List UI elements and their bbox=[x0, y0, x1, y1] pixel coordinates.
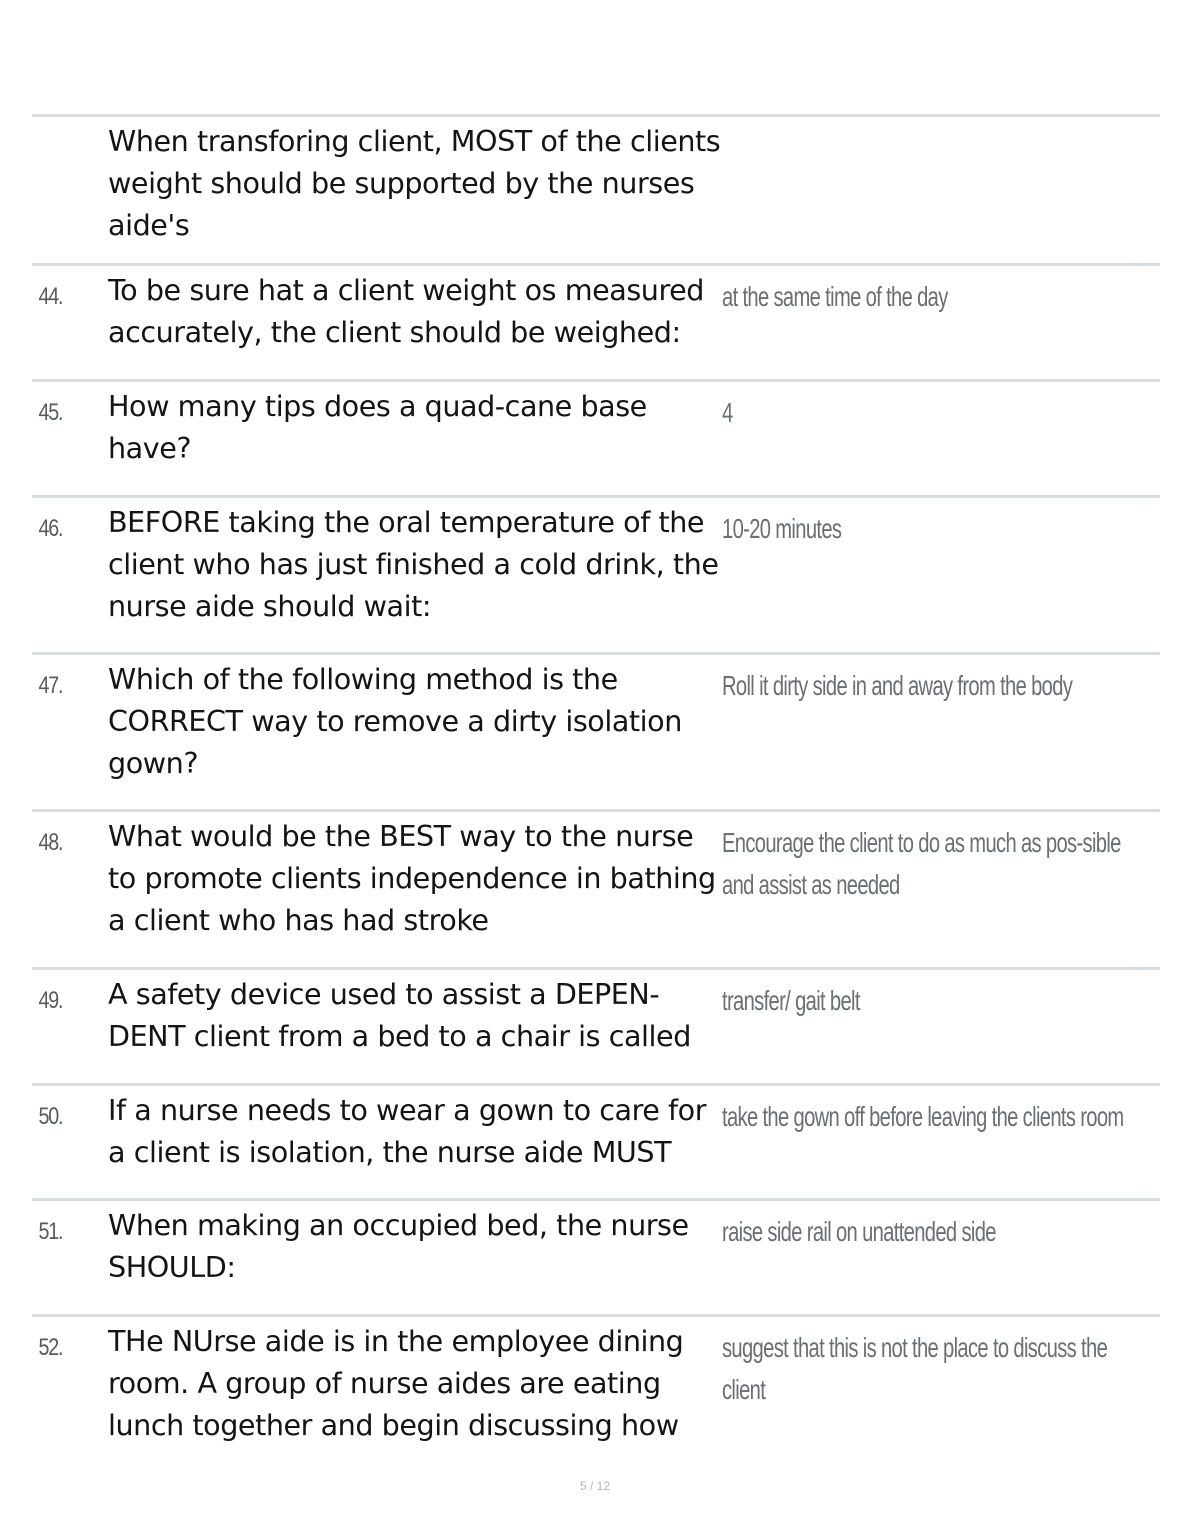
card-question: If a nurse needs to wear a gown to care for a client is isolation, the nurse aide MUST bbox=[108, 1093, 707, 1169]
card-number: 51. bbox=[38, 1218, 63, 1245]
card-number: 52. bbox=[38, 1334, 63, 1361]
card-row bbox=[32, 809, 1160, 967]
card-answer: 4 bbox=[722, 397, 733, 428]
card-row bbox=[32, 1083, 1160, 1198]
card-number: 44. bbox=[38, 283, 63, 310]
page-indicator: 5 / 12 bbox=[579, 1479, 611, 1493]
card-row bbox=[32, 114, 1160, 263]
card-number: 48. bbox=[38, 829, 63, 856]
card-answer: 10-20 minutes bbox=[722, 513, 842, 544]
card-question: A safety device used to assist a DEPEN-DENT client from a bed to a chair is called bbox=[108, 977, 691, 1053]
card-number bbox=[32, 117, 94, 134]
card-answer: suggest that this is not the place to discuss the client bbox=[722, 1332, 1108, 1405]
card-answer: Encourage the client to do as much as pos-sible and assist as needed bbox=[722, 827, 1121, 900]
card-question: THe NUrse aide is in the employee dining room. A group of nurse aides are eating lunch together and begin discussing how bbox=[108, 1324, 684, 1442]
card-question: When making an occupied bed, the nurse SHOULD: bbox=[108, 1208, 689, 1284]
card-row bbox=[32, 379, 1160, 495]
card-answer: raise side rail on unattended side bbox=[722, 1216, 996, 1247]
card-question: What would be the BEST way to the nurse to promote clients independence in bathing a client who has had stroke bbox=[108, 819, 716, 937]
card-question: How many tips does a quad-cane base have? bbox=[108, 389, 647, 465]
card-answer: at the same time of the day bbox=[722, 281, 948, 312]
card-number: 46. bbox=[38, 515, 63, 542]
card-question: Which of the following method is the CORRECT way to remove a dirty isolation gown? bbox=[108, 662, 682, 780]
card-number: 50. bbox=[38, 1103, 63, 1130]
card-row bbox=[32, 967, 1160, 1083]
card-answer: Roll it dirty side in and away from the body bbox=[722, 670, 1073, 701]
card-question: When transforing client, MOST of the clients weight should be supported by the nurses aide's bbox=[108, 124, 721, 242]
card-row bbox=[32, 495, 1160, 652]
card-answer: transfer/ gait belt bbox=[722, 985, 860, 1016]
card-number: 45. bbox=[38, 399, 63, 426]
card-answer: take the gown off before leaving the clients room bbox=[722, 1101, 1124, 1132]
card-row bbox=[32, 652, 1160, 809]
card-row bbox=[32, 1198, 1160, 1314]
card-number: 47. bbox=[38, 672, 63, 699]
flashcard-list bbox=[32, 114, 1160, 1454]
card-row bbox=[32, 1314, 1160, 1454]
card-question: BEFORE taking the oral temperature of the client who has just finished a cold drink, the nurse aide should wait: bbox=[108, 505, 719, 623]
card-row bbox=[32, 263, 1160, 379]
card-question: To be sure hat a client weight os measured accurately, the client should be weighed: bbox=[108, 273, 704, 349]
card-answer bbox=[722, 117, 1125, 127]
card-number: 49. bbox=[38, 987, 63, 1014]
